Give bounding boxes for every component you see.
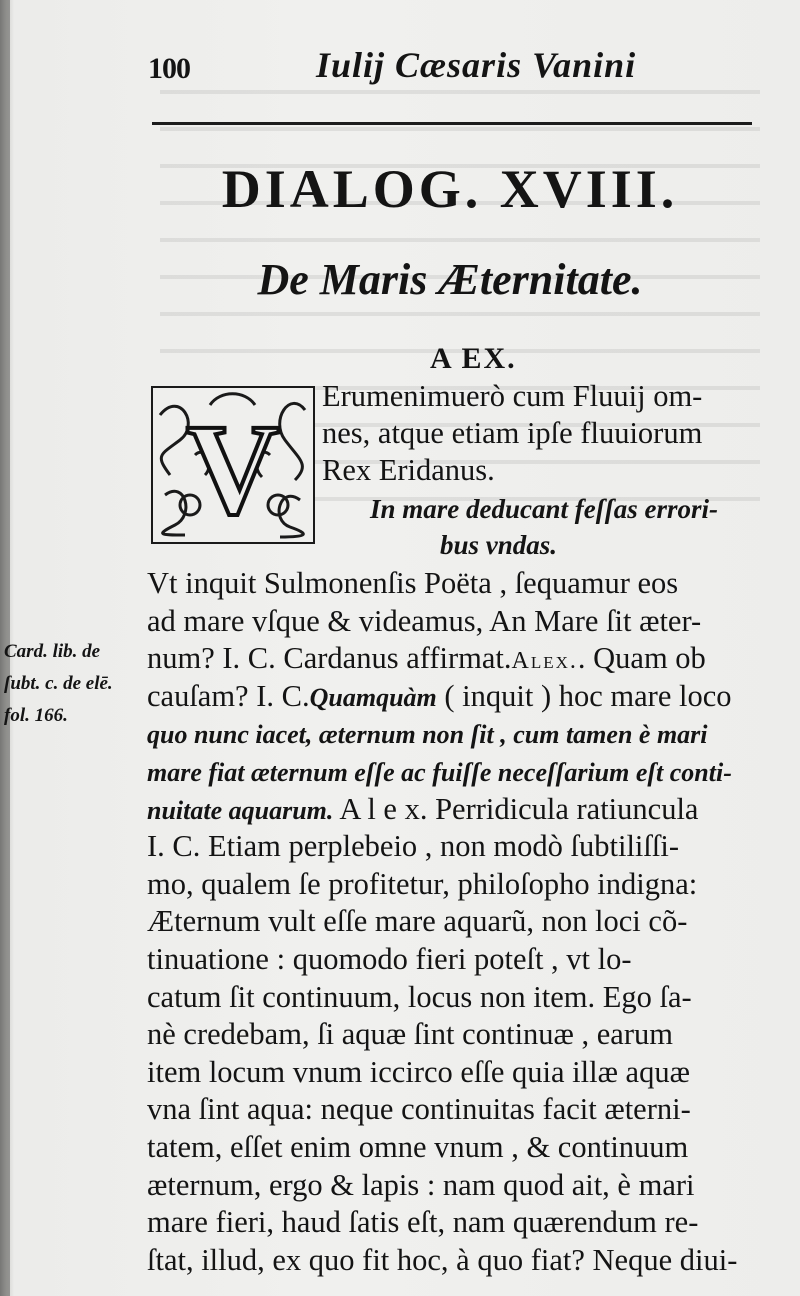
margin-note-line: fol. 166.: [4, 705, 68, 726]
line-segment-pre: mare fieri, haud ſatis eſt, nam quærendum re-: [147, 1205, 699, 1240]
opening-line: Erumenimuerò cum Fluuij om-: [322, 379, 703, 413]
svg-text:V: V: [186, 398, 280, 542]
body-text-line: [147, 791, 698, 831]
body-text-line: [147, 979, 692, 1019]
line-segment-pre: catum ſit continuum, locus non item. Ego ſa-: [147, 979, 692, 1014]
line-segment-pre: Vt inquit Sulmonenſis Poëta , ſequamur eos: [147, 566, 679, 600]
margin-note-line: ſubt. c. de elē.: [4, 673, 113, 694]
line-segment-pre: æternum, ergo & lapis : nam quod ait, è mari: [147, 1167, 695, 1202]
body-text-line: [147, 941, 632, 981]
header-rule: [152, 122, 752, 125]
line-segment-sc: Alex.: [511, 648, 578, 675]
body-text-line: [147, 1016, 673, 1056]
line-segment-pre: tinuatione : quomodo fieri poteſt , vt lo-: [147, 942, 632, 976]
body-text-line: [147, 678, 732, 718]
dialog-subtitle: De Maris Æternitate.: [257, 255, 643, 304]
running-head: [148, 44, 748, 94]
body-text-line: [147, 565, 678, 605]
body-text-line: [147, 903, 687, 943]
verse-quote-line: In mare deducant feſſas errori-: [370, 494, 718, 524]
line-segment-post: . Quam ob: [577, 641, 706, 676]
decorated-initial-v: [150, 385, 316, 545]
running-title: Iulij Cæsaris Vanini: [316, 45, 637, 85]
line-segment-post: ( inquit ) hoc mare loco: [436, 678, 732, 713]
margin-note-line: Card. lib. de: [4, 641, 101, 662]
dialog-heading: DIALOG. XVIII.: [221, 159, 679, 219]
body-text-line: [147, 1054, 690, 1094]
body-text-line: [147, 1167, 694, 1207]
line-segment-pre: Æternum vult eſſe mare aquarũ, non loci cõ-: [147, 904, 688, 939]
body-text-line: [147, 828, 679, 868]
line-segment-pre: cauſam? I. C.: [147, 678, 310, 713]
line-segment-pre: vna ſint aqua: neque continuitas facit æterni-: [147, 1092, 691, 1127]
opening-line: Rex Eridanus.: [322, 453, 495, 487]
line-segment-pre: mo, qualem ſe profitetur, philoſopho indigna:: [147, 866, 698, 901]
line-segment-it: Quamquàm: [309, 682, 437, 712]
line-segment-pre: item locum vnum iccirco eſſe quia illæ aquæ: [147, 1054, 690, 1089]
line-segment-it: mare fiat æternum eſſe ac fuiſſe neceſſarium eſt conti-: [147, 758, 732, 787]
line-segment-pre: nè credebam, ſi aquæ ſint continuæ , earum: [147, 1017, 673, 1052]
ornamental-initial-icon: [150, 385, 316, 545]
body-text-line: [147, 753, 732, 793]
body-text-line: [147, 1129, 688, 1169]
body-text-line: [147, 1091, 691, 1131]
speaker-label: A EX.: [430, 342, 517, 375]
line-segment-it: quo nunc iacet, æternum non ſit , cum tamen è mari: [147, 720, 708, 750]
body-text-line: [147, 866, 697, 906]
line-segment-pre: num? I. C. Cardanus affirmat.: [147, 641, 512, 676]
body-text-line: [147, 603, 701, 643]
line-segment-pre: tatem, eſſet enim omne vnum , & continuum: [147, 1130, 689, 1164]
opening-line: nes, atque etiam ipſe fluuiorum: [322, 416, 703, 450]
line-segment-pre: ad mare vſque & videamus, An Mare ſit æter-: [147, 603, 702, 638]
page-number: 100: [148, 52, 190, 85]
body-text-line: [147, 1242, 737, 1282]
body-text-line: [147, 640, 706, 680]
line-segment-it: nuitate aquarum.: [147, 795, 334, 825]
body-text-line: [147, 1204, 698, 1244]
line-segment-post: A l e x. Perridicula ratiuncula: [333, 791, 699, 826]
body-text-line: [147, 715, 708, 755]
line-segment-pre: ſtat, illud, ex quo fit hoc, à quo fiat? Neque diui-: [147, 1242, 738, 1277]
line-segment-pre: I. C. Etiam perplebeio , non modò ſubtiliſſi-: [147, 829, 679, 864]
verse-quote-line: bus vndas.: [440, 530, 558, 560]
